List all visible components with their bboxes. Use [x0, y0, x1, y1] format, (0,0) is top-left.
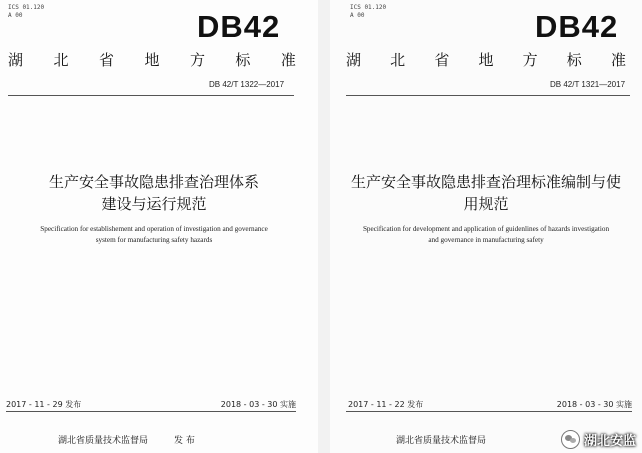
db-code: DB42: [197, 9, 281, 44]
province-standard-label: 湖 北 省 地 方 标 准: [8, 51, 296, 69]
english-title: Specification for establishement and operation of investigation and governance system for manufacturing safety hazards: [40, 225, 268, 244]
standard-number: DB 42/T 1322—2017: [209, 80, 285, 89]
wechat-icon: [561, 430, 580, 449]
chinese-title: 生产安全事故隐患排查治理标准编制与使 用规范: [350, 173, 621, 213]
english-title: Specification for development and application of guidenlines of hazards investigation and governance in manufacturing safety: [362, 225, 610, 244]
chinese-title: 生产安全事故隐患排查治理体系 建设与运行规范: [48, 173, 259, 213]
issuer: 湖北省质量技术监督局: [396, 436, 487, 446]
implementation-date: 2018 - 03 - 30 实施: [220, 400, 296, 409]
watermark-text: 湖北安监: [583, 434, 636, 449]
standard-cover-left: [0, 0, 318, 453]
divider: [346, 95, 630, 96]
db-code: DB42: [535, 9, 619, 44]
divider: [6, 411, 296, 412]
divider: [346, 411, 632, 412]
province-standard-label: 湖 北 省 地 方 标 准: [346, 51, 626, 69]
dates-row: [6, 399, 296, 410]
implementation-date: 2018 - 03 - 30 实施: [556, 400, 632, 409]
dates-row: [348, 399, 632, 410]
ics-code: ICS 01.120 A 00: [350, 4, 387, 19]
publish-label: 发 布: [174, 436, 195, 446]
divider: [8, 95, 294, 96]
issue-date: 2017 - 11 - 22 发布: [348, 400, 424, 409]
standard-cover-right: [330, 0, 642, 453]
issuer: 湖北省质量技术监督局 发 布: [58, 436, 195, 446]
watermark: [561, 430, 636, 449]
standard-number: DB 42/T 1321—2017: [550, 80, 626, 89]
ics-code: ICS 01.120 A 00: [8, 4, 45, 19]
page-gutter: [318, 0, 330, 453]
issue-date: 2017 - 11 - 29 发布: [6, 400, 82, 409]
